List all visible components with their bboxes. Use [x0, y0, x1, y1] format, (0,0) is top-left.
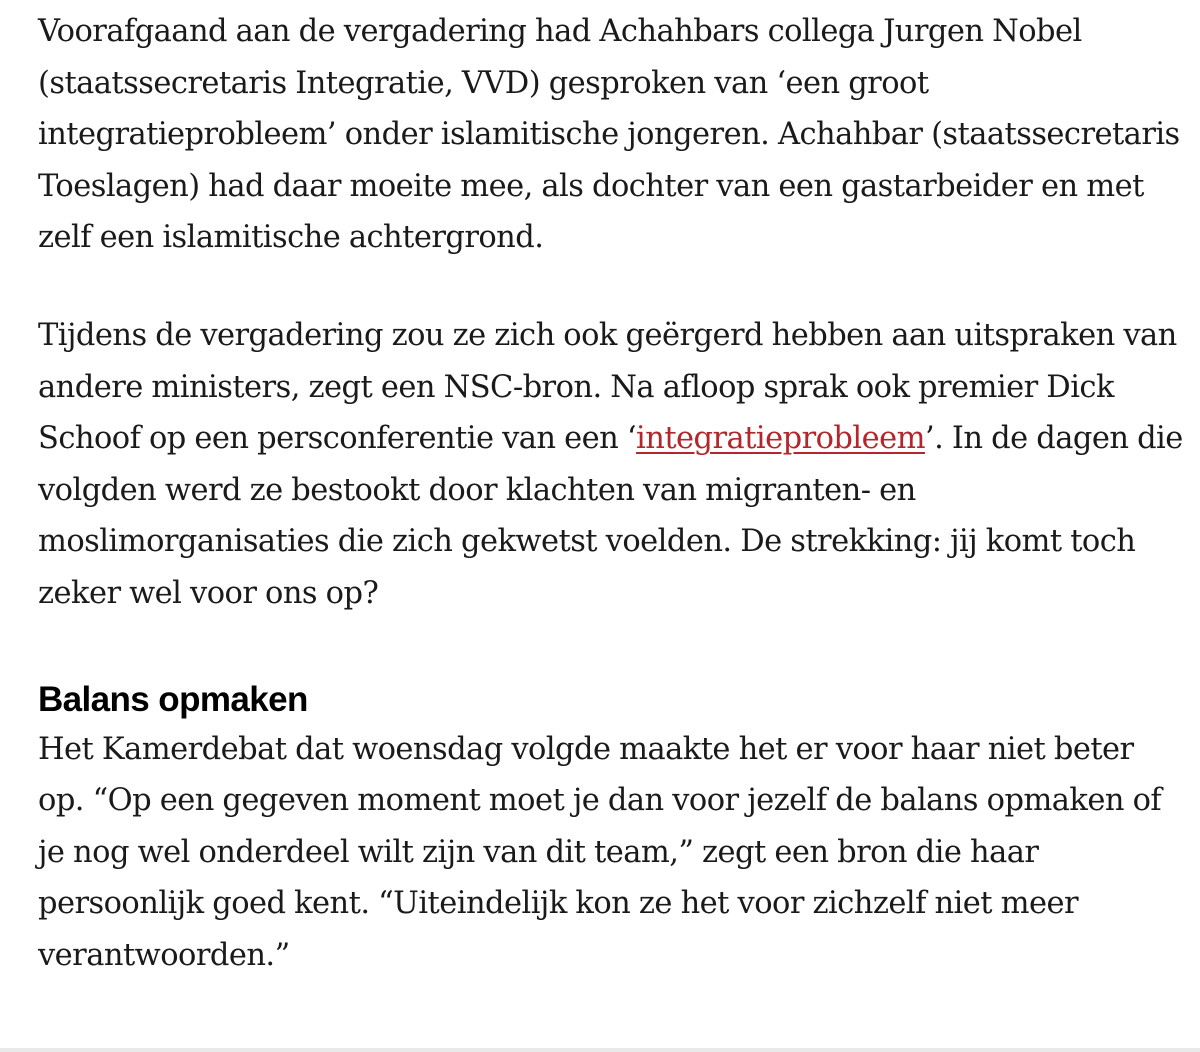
paragraph-2-text-before-link: Tijdens de vergadering zou ze zich ook geërgerd hebben aan uitspraken van andere ministers, zegt een NSC-bron. Na afloop sprak ook premier Dick Schoof op een persconferentie van een ‘ [38, 317, 1177, 457]
article-paragraph-2 [38, 310, 1188, 620]
section-heading: Balans opmaken [38, 679, 308, 719]
paragraph-2-text-after-link: ’. In de dagen die volgden werd ze bestookt door klachten van migranten- en moslimorganisaties die zich gekwetst voelden. De strekking: jij komt toch zeker wel voor ons op? [38, 421, 1183, 611]
integratieprobleem-link[interactable]: integratieprobleem [636, 421, 925, 457]
bottom-divider [0, 1048, 1200, 1052]
article-body [38, 6, 1188, 982]
article-paragraph-3: Het Kamerdebat dat woensdag volgde maakte het er voor haar niet beter op. “Op een gegeven moment moet je dan voor jezelf de balans opmaken of je nog wel onderdeel wilt zijn van dit team,” zegt een bron die haar persoonlijk goed kent. “Uiteindelijk kon ze het voor zichzelf niet meer verantwoorden.” [38, 731, 1162, 973]
article-paragraph-1: Voorafgaand aan de vergadering had Achahbars collega Jurgen Nobel (staatssecretaris Integratie, VVD) gesproken van ‘een groot integratieprobleem’ onder islamitische jongeren. Achahbar (staatssecretaris Toeslagen) had daar moeite mee, als dochter van een gastarbeider en met zelf een islamitische achtergrond. [38, 14, 1180, 256]
